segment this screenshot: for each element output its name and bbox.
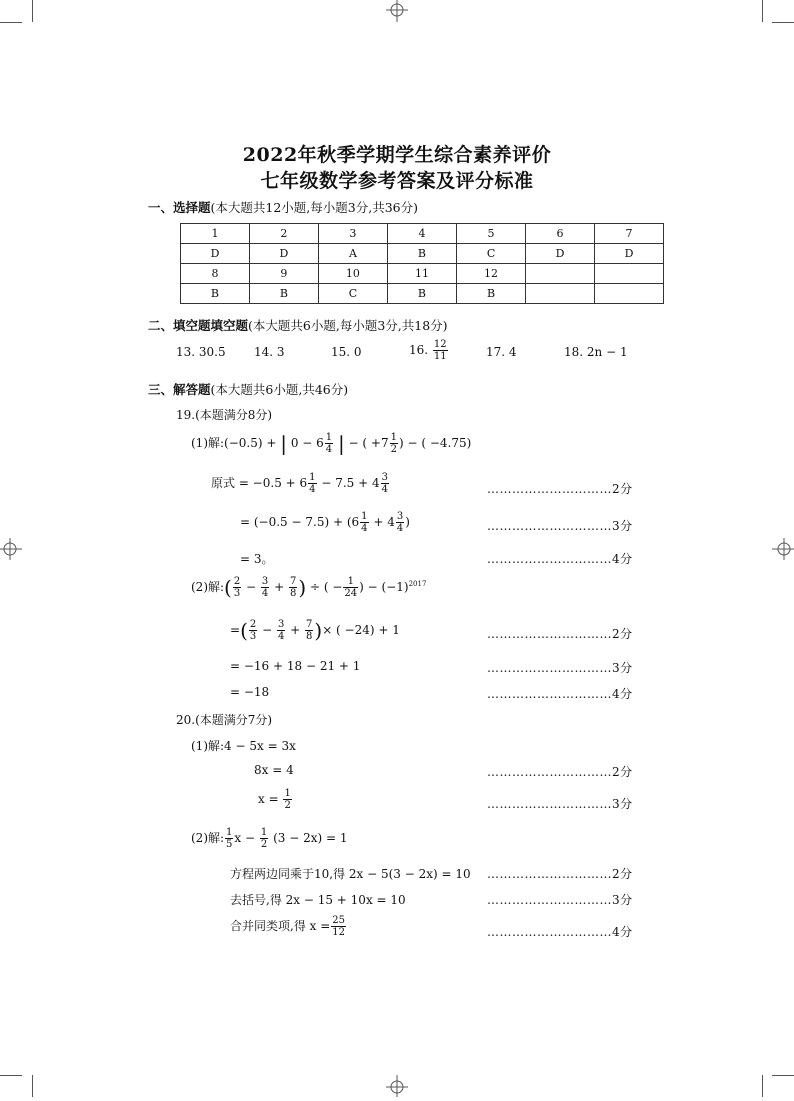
fill-answer-18: 18. 2n − 1 [564,345,628,359]
table-row [181,284,664,304]
table-cell: 1 [181,224,250,244]
table-row [181,244,664,264]
crop-mark [0,22,22,23]
q19-1-step1: 原式 = −0.5 + 6 $\frac{1}{4}$ − 7.5 + 4 $\frac{3}{4}$ [211,472,389,495]
q19-1-step2: = (−0.5 − 7.5) + (6 $\frac{1}{4}$ + 4 $\frac{3}{4}$ ) [240,511,410,534]
q20-1-result: x = $\frac{1}{2}$ [258,788,291,811]
table-cell: 5 [457,224,526,244]
table-cell: D [249,244,318,264]
score-2: …………………………2分 [487,482,633,496]
crop-mark [0,1075,22,1076]
q19-2-step2: = −16 + 18 − 21 + 1 [230,659,361,673]
fill-answer-13: 13. 30.5 [176,345,226,359]
table-cell [526,264,595,284]
fill-answer-15: 15. 0 [331,345,362,359]
page-title: 2022年秋季学期学生综合素养评价 [242,144,552,166]
table-cell: 12 [457,264,526,284]
table-cell: 4 [387,224,456,244]
q19-1-problem: (1)解:(−0.5) + | 0 − 6 $\frac{1}{4}$ | − ( +7 $\frac{1}{2}$ ) − ( −4.75) [191,431,472,456]
q20-2-step2: 去括号,得 2x − 15 + 10x = 10 [230,893,406,907]
page-subtitle: 七年级数学参考答案及评分标准 [260,170,534,192]
table-cell: 8 [181,264,250,284]
section-solve-heading: 三、解答题(本大题共6小题,共46分) [148,382,349,397]
q20-1-step1: 8x = 4 [254,763,294,777]
table-cell: B [387,244,456,264]
q20-1-problem: (1)解:4 − 5x = 3x [191,739,296,753]
score-3: …………………………3分 [487,519,633,533]
table-cell: B [457,284,526,304]
q19-2-step1: =( $\frac{2}{3}$ − $\frac{3}{4}$ + $\frac{7}{8}$ )× ( −24) + 1 [230,618,400,643]
table-cell: 7 [595,224,664,244]
table-cell: B [249,284,318,304]
table-cell: 9 [249,264,318,284]
q20-2-step1: 方程两边同乘于10,得 2x − 5(3 − 2x) = 10 [230,867,471,881]
score-4: …………………………4分 [487,552,633,566]
fill-answer-17: 17. 4 [486,345,517,359]
q19-2-result: = −18 [230,685,270,699]
crop-mark [772,22,794,23]
section-fill-heading: 二、填空题填空题(本大题共6小题,每小题3分,共18分) [148,318,448,333]
table-cell: 3 [318,224,387,244]
table-cell [526,284,595,304]
table-row [181,264,664,284]
registration-mark-bottom [384,1075,410,1097]
crop-mark [32,0,33,22]
table-cell: C [457,244,526,264]
crop-mark [772,1075,794,1076]
score-2: …………………………2分 [487,765,633,779]
question-20-heading: 20.(本题满分7分) [176,713,273,727]
fill-answer-16: 16. $\frac{12}{11}$ [409,339,447,362]
crop-mark [762,0,763,22]
choice-answer-table [180,223,664,304]
table-cell: D [181,244,250,264]
table-cell: D [595,244,664,264]
score-3: …………………………3分 [487,797,633,811]
table-cell: B [387,284,456,304]
score-2: …………………………2分 [487,867,633,881]
table-cell: 6 [526,224,595,244]
table-cell: D [526,244,595,264]
score-3: …………………………3分 [487,661,633,675]
registration-mark-top [384,0,410,22]
q19-2-problem: (2)解:( $\frac{2}{3}$ − $\frac{3}{4}$ + $\frac{7}{8}$ ) ÷ ( − $\frac{1}{24}$ ) − $(-1)^{2017}$ [191,575,427,600]
table-cell: 10 [318,264,387,284]
crop-mark [762,1075,763,1097]
score-4: …………………………4分 [487,687,633,701]
fill-answer-14: 14. 3 [254,345,285,359]
table-cell: 2 [249,224,318,244]
table-row [181,224,664,244]
score-3: …………………………3分 [487,893,633,907]
score-4: …………………………4分 [487,925,633,939]
crop-mark [32,1075,33,1097]
q20-2-result: 合并同类项,得 x = $\frac{25}{12}$ [230,915,346,938]
table-cell: C [318,284,387,304]
q20-2-problem: (2)解: $\frac{1}{5}$ x − $\frac{1}{2}$ (3 − 2x) = 1 [191,827,348,850]
score-2: …………………………2分 [487,627,633,641]
table-cell [595,264,664,284]
registration-mark-right [772,536,794,562]
table-cell: B [181,284,250,304]
table-cell: A [318,244,387,264]
table-cell [595,284,664,304]
q19-1-result: = 3。 [240,552,274,566]
question-19-heading: 19.(本题满分8分) [176,408,273,422]
section-choice-heading: 一、选择题(本大题共12小题,每小题3分,共36分) [148,200,418,215]
registration-mark-left [0,536,22,562]
table-cell: 11 [387,264,456,284]
